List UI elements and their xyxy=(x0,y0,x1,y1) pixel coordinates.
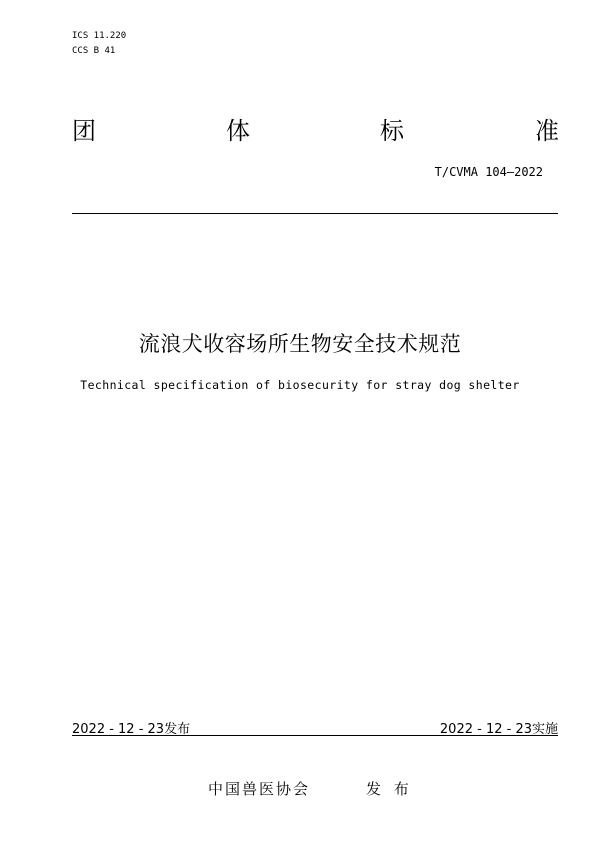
standard-type-char: 标 xyxy=(380,117,404,145)
title-chinese: 流浪犬收容场所生物安全技术规范 xyxy=(138,332,462,356)
implementation-date: 2022 - 12 - 23实施 xyxy=(439,722,558,737)
footer-divider xyxy=(72,735,558,736)
header-divider xyxy=(72,213,558,214)
publisher-name: 中国兽医协会 xyxy=(208,780,311,798)
ccs-code: CCS B 41 xyxy=(72,46,116,56)
standard-number: T/CVMA 104—2022 xyxy=(434,165,543,179)
title-english: Technical specification of biosecurity for stray dog shelter xyxy=(80,378,520,392)
ics-code: ICS 11.220 xyxy=(72,31,127,41)
standard-type-char: 体 xyxy=(226,117,250,145)
standard-type-char: 准 xyxy=(535,117,559,145)
publish-label: 发 布 xyxy=(366,780,413,798)
standard-type-char: 团 xyxy=(72,117,96,145)
issue-date: 2022 - 12 - 23发布 xyxy=(72,722,191,737)
